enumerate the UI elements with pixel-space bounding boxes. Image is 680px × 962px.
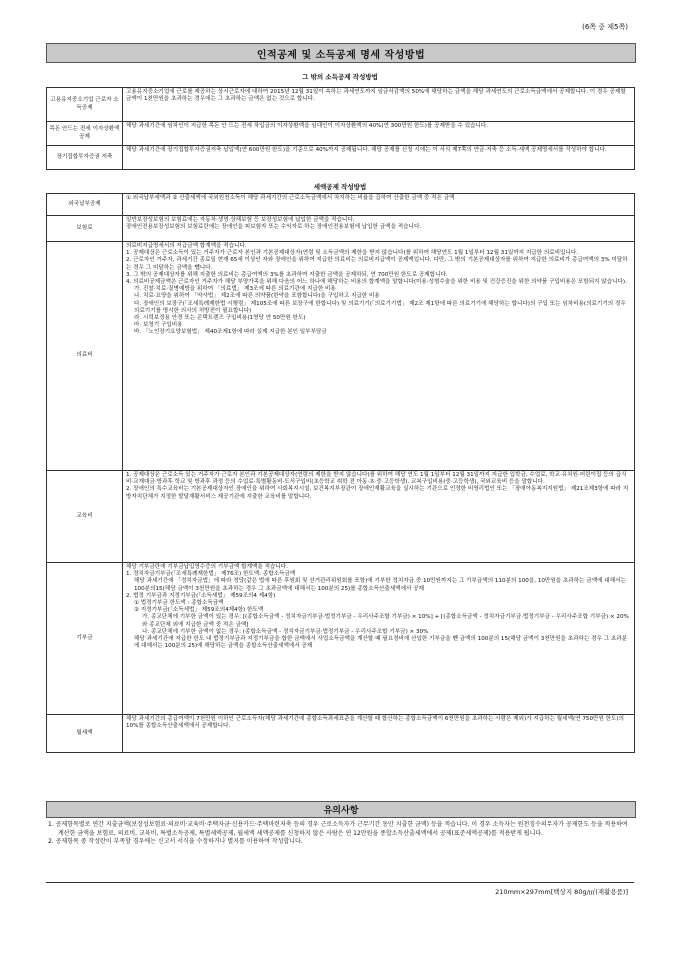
row-label: 고용유지중소기업 근로자 소득공제	[47, 88, 123, 122]
row-label: 목돈 안드는 전세 이자상환액 공제	[47, 122, 123, 146]
row-label: 기부금	[47, 563, 123, 715]
section-heading-other-deductions: 그 밖의 소득공제 작성방법	[302, 73, 378, 81]
notes-list	[46, 821, 634, 847]
table-row	[47, 242, 635, 471]
notes-heading: 유의사항	[46, 801, 636, 818]
row-text: 해당 과세기간에 임차인이 지급한 목돈 안 드는 전세 차입금의 이자상환액을 임대인이 이자상환액의 40%(연 300만원 한도)를 공제받을 수 있습니다.	[123, 122, 635, 146]
note-item: 1. 공제항목별로 연간 지출금액(보장성보험료·의료비·교육비·주택자금·신용카드·주택마련저축 등의 경우 근로소득자가 근무기간 동안 지출한 금액) 등을 적습니다. 이 경우 소득자는 원천징수의무자가 공제한도 등을 적용하여 계산한 금액을 보험료, 의료비, 교육비, 특별소득공제, 특별세액공제, 월세액 세액공제를 신청하지 않은 사람은 연 12만원을 종합소득산출세액에서 공제(표준세액공제)를 적용받게 됩니다.	[48, 821, 628, 837]
row-label: 외국납부공제	[47, 194, 123, 216]
table-row	[47, 216, 635, 242]
footer-rule	[46, 882, 634, 883]
table-row	[47, 471, 635, 563]
row-label: 교육비	[47, 471, 123, 563]
row-text: ① 외국납부세액과 ② 산출세액에 국외원천소득이 해당 과세기간의 근로소득금액에서 차지하는 비율을 곱하여 산출한 금액 중 적은 금액	[123, 194, 635, 216]
note-item: 2. 공제항목 중 작성란이 부족할 경우에는 신고서 서식을 수정하거나 별지를 이용하여 작성합니다.	[48, 838, 303, 846]
section-heading-tax-credits: 세액공제 작성방법	[313, 183, 367, 191]
page-title: 인적공제 및 소득공제 명세 작성방법	[46, 43, 636, 63]
other-deductions-table	[46, 87, 635, 170]
row-label: 보험료	[47, 216, 123, 242]
row-label: 월세액	[47, 715, 123, 753]
table-row	[47, 715, 635, 753]
row-text: 해당 기부금란에 기부금납입영수증의 기부금액 합계액을 적습니다. 1. 정치자금기부금(「조세특례제한법」 제76조) 한도액: 종합소득금액 해당 과세기간에 「정치자금법」에 따라 정당(같은 법에 따른 후원회 및 선거관리위원회를 포함)에 기부한 정치자금 중 10만원까지는 그 기부금액의 110분의 100을, 10만원을 초과하는 금액에 대해서는100분의15(해당 금액이 3천만원을 초과하는 경우 그 초과금액에 대해서는 100분의 25)를 종합소득산출세액에서 공제 2. 법정 기부금과 지정기부금(「소득세법」 제59조의4 제4항) ① 법정기부금 한도액 : 종합소득금액 ② 지정기부금(「소득세법」 제59조의4제4항) 한도액 가. 종교단체에 기부한 금액이 있는 경우: [(종합소득금액 - 정치자금기부금·법정기부금 - 우리사주조합 기부금) × 10%] + [(종합소득금액 - 정치자금기부금·법정기부금 - 우리사주조합 기부금) × 20%와 종교단체 외에 지급한 금액 중 적은 금액] 나. 종교단체에 기부한 금액이 없는 경우: (종합소득금액 - 정치자금기부금·법정기부금 - 우리사주조합 기부금) × 30% 해당 과세기간에 지급한 한도 내 법정기부금과 지정기부금을 합한 금액에서 사업소득금액을 계산할 때 필요경비에 산입한 기부금을 뺀 금액의 100분의 15(해당 금액이 3천만원을 초과하는 경우 그 초과분에 대해서는 100분의 25)에 해당하는 금액을 종합소득산출세액에서 공제	[123, 563, 635, 715]
row-label: 장기집합투자증권 저축	[47, 146, 123, 170]
row-text: 1. 공제대상은 근로소득 있는 거주자가 근로자 본인과 기본공제대상자(연령의 제한을 받지 않습니다)를 위하여 해당 연도 1월 1일부터 12월 31일까지 지급한 입학금, 수업료, 학교·유치원·어린이집 등의 급식비·교재대금·방과후 학교 및 방과후 과정 등의 수업료·특별활동비·도서구입비(초등학교 취학 전 아동·초·중·고등학생), 교복구입비용(중·고등학생), 국외교육비 등을 말합니다. 2. 장애인의 특수교육비는 기본공제대상자인 장애인을 위하여 사회복지시설, 보건복지부장관이 장애인재활교육을 실시하는 기관으로 인정한 비영리법인 또는 「장애아동복지지원법」 제21조제3항에 따라 지방자치단체가 지정한 발달재활서비스 제공기관에 지출한 교육비를 말합니다.	[123, 471, 635, 563]
row-label: 의료비	[47, 242, 123, 471]
table-row	[47, 88, 635, 122]
table-row	[47, 563, 635, 715]
row-text: 고용유지중소기업에 근로를 제공하는 상시근로자에 대하여 2015년 12월 31일이 속하는 과세연도까지 임금삭감액의 50%에 해당하는 금액을 해당 과세연도의 근로소득금액에서 공제합니다. 이 경우 공제할 금액이 1천만원을 초과하는 경우에는 그 초과하는 금액은 없는 것으로 합니다.	[123, 88, 635, 122]
paper-spec: 210mm×297mm[백상지 80g/㎡(재활용품)]	[495, 888, 628, 896]
row-text: 해당 과세기간의 총급여액이 7천만원 이하인 근로소득자(해당 과세기간에 종합소득과세표준을 계산할 때 합산하는 종합소득금액이 6천만원을 초과하는 사람은 제외)가 지급하는 월세액(연 750만원 한도)의 10%를 종합소득산출세액에서 공제합니다.	[123, 715, 635, 753]
table-row	[47, 122, 635, 146]
table-row	[47, 194, 635, 216]
table-row	[47, 146, 635, 170]
tax-credits-table	[46, 193, 635, 753]
row-text: 의료비지급명세서의 지급금액 합계액을 적습니다. 1. 공제대상은 근로소득이 있는 거주자가 근로자 본인과 기본공제대상자(연령 및 소득금액의 제한을 받지 않습니다)를 위하여 해당연도 1월 1일부터 12월 31일까지 지급한 의료비입니다. 2. 근로자인 거주자, 과세기간 종료일 현재 65세 이상인 자와 장애인을 위하여 지급한 의료비는 의료비지급액이 공제액입니다. 다만, 그 밖의 기본공제대상자를 위하여 지급한 의료비가 총급여액의 3% 미달하는 경우 그 미달하는 금액을 뺍니다. 3. 그 밖의 공제대상자를 위해 지출한 의료비는 총급여액의 3%를 초과하여 지출한 금액을 공제하되, 연 700만원 한도로 공제합니다. 4. 의료비공제금액은 근로자인 거주자가 해당 부양가족을 위해 다음의 어느 하나에 해당하는 비용의 합계액을 말합니다(미용·성형수술을 위한 비용 및 건강증진을 위한 의약품 구입비용은 포함되지 않습니다). 가. 진찰·치료·질병예방을 위하여 「의료법」 제3조에 따른 의료기관에 지급한 비용 나. 치료·요양을 위하여 「약사법」 제2조에 따른 의약품(한약을 포함합니다)을 구입하고 지급한 비용 다. 장애인의 보장구(「조세특례제한법 시행령」 제105조에 따른 보장구에 한합니다) 및 의료기기(「의료기기법」 제2조 제1항에 따른 의료기기에 해당하는 합니다)의 구입 또는 임차비용(의료기기의 경우 의료기기를 명시한 의사의 처방전이 필요합니다) 라. 시력보정용 안경 또는 콘택트렌즈 구입비용(1명당 연 50만원 한도) 마. 보청기 구입비용 바. 「노인장기요양보험법」 제40조제1항에 따라 실제 지급한 본인 일부부담금	[123, 242, 635, 471]
page-number: (6쪽 중 제5쪽)	[582, 23, 628, 31]
row-text: 해당 과세기간에 장기집합투자증권저축 납입액(연 600만원 한도)을 기준으로 40%까지 공제됩니다. 해당 공제를 신청 시에는 이 서식 제7쪽의 연금·저축 등 소득·세액 공제명세서를 작성하야 합니다.	[123, 146, 635, 170]
row-text: 일반보장성보험의 보험료에는 자동차·생명·상해보험 등 보장성보험에 납입한 금액을 적습니다. 장애인전용보장성보험의 보험료란에는 장애인을 피보험자 또는 수익자로 하는 장애인전용보험에 납입한 금액을 적습니다.	[123, 216, 635, 242]
